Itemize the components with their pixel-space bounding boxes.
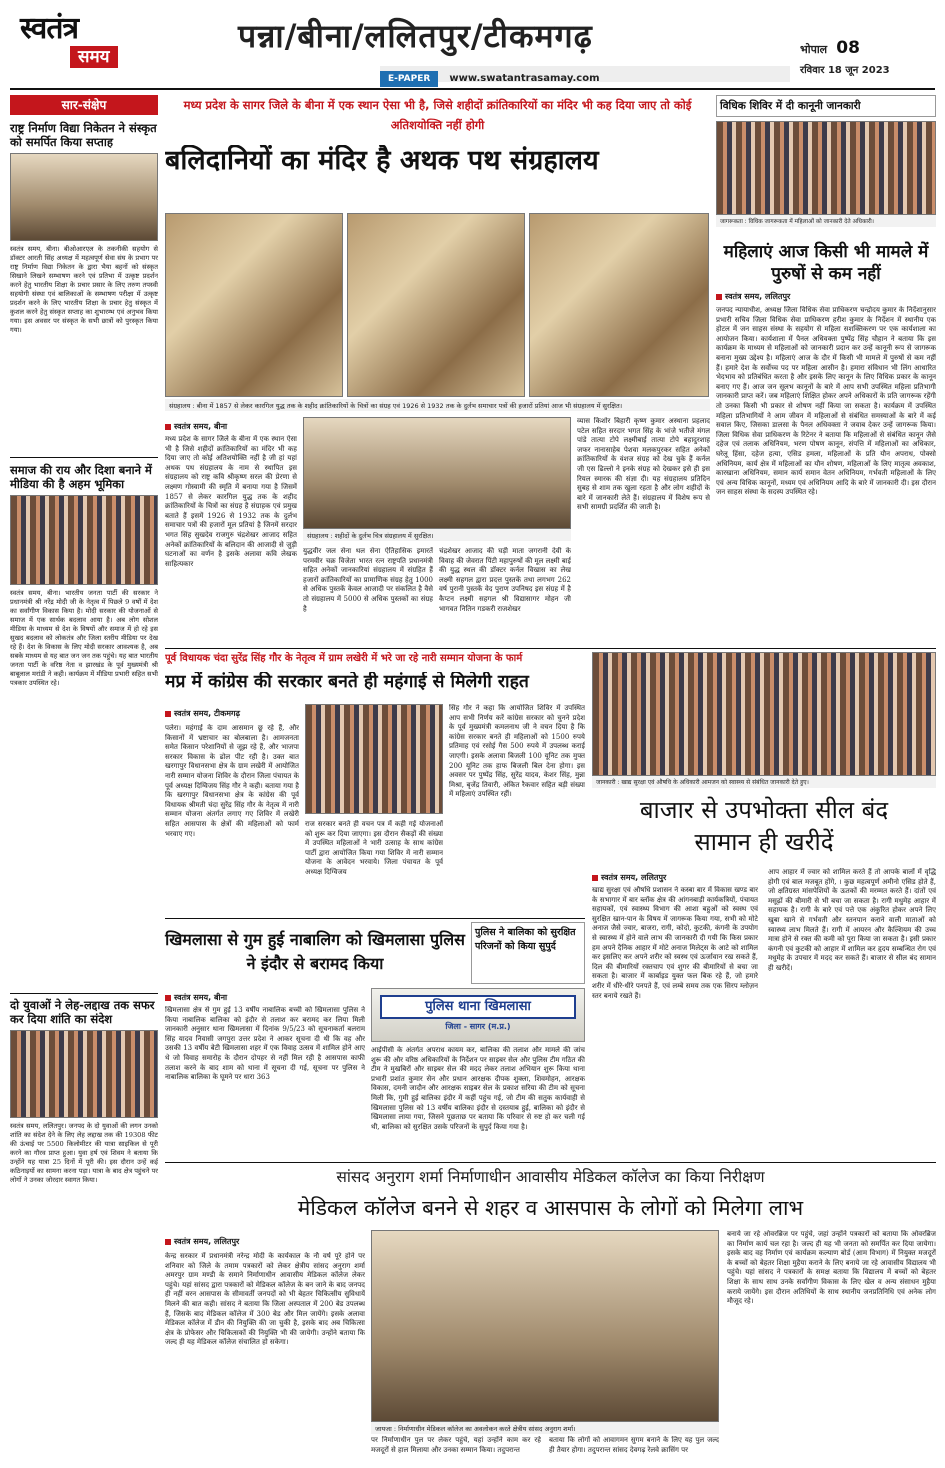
medical-headline: मेडिकल कॉलेज बनने से शहर व आसपास के लोगों को मिलेगा लाभ [297, 1196, 804, 1220]
logo [20, 12, 130, 78]
top-story-col-4: व्यास किशोर बिहारी कृष्ण कुमार अस्थाना प्रहलाद पटेल सहित सरदार भगत सिंह के भांजे भतीजे मंगल पांडे तात्या टोपे लक्ष्मीबाई तात्या टोपे बहादुरशाह जफर नानासाहेब पेशवा मलकपुरकर सहित अनेकों क्रांतिकारियों के वंशज संग्रह को देख चुके हैं कर्नल जी एस ढिल्लो ने इनके संग्रह को देखकर इसे ही इस रियल स्मारक की संज्ञा दी। यह संग्रहालय प्रतिदिन सुबह से शाम तक खुला रहता है और लोग शहीदों के बारे में जानकारी लेते हैं। संग्रहालय में विशेष रूप से सभी सामग्री प्रदर्शित की जाती है। [577, 417, 710, 512]
legal-camp-byline-text: स्वतंत्र समय, ललितपुर [725, 292, 791, 301]
byline-marker [165, 995, 171, 1001]
congress-headline: मप्र में कांग्रेस की सरकार बनते ही महंगाई से मिलेगी राहत [165, 672, 529, 692]
medical-col-2: बनाये जा रहे ओवरब्रिज पर पहुंचे, जहां उन्होंने पत्रकारों को बताया कि ओवरब्रिज का निर्माण कार्य चल रहा है। जल्द ही यह भी जनता को समर्पित कर दिया जायेगा। इसके बाद वह निर्माण एवं कार्यक्रम कल्याण बोर्ड (आम विभाग) में नियुक्त मजदूरों के बच्चों को बेहतर शिक्षा मुहैया कराने के लिए बनाये जा रहे आवासीय विद्यालय भी पहुंचे। यहां सांसद ने पत्रकारों के समक्ष बताया कि विद्यालय में बच्चों को बेहतर शिक्षा के साथ साथ उनके सर्वांगीण विकास के लिए खेल व अन्य संसाधन मुहैया कराये जायेंगे। इस दौरान अतिथियों के साथ स्थानीय जनप्रतिनिधि एवं अनेक लोग मौजूद रहे। [727, 1230, 936, 1306]
page-info [800, 38, 930, 84]
masthead-rule [10, 88, 935, 90]
medical-footer-1: पर निर्माणाधीन पुल पर लेकर पहुंचे, यहां उन्होंने काम कर रहे मजदूरों से हाल मिलाया और उनका सम्मान किया। तदुपरान्त [371, 1436, 541, 1454]
byline-marker [716, 294, 722, 300]
sidebar-divider-2 [10, 993, 158, 994]
medical-byline [165, 1236, 239, 1247]
market-photo [592, 652, 936, 776]
sidebar-story-1 [10, 121, 158, 437]
edition-cities: पन्ना/बीना/ललितपुर/टीकमगढ़ [238, 17, 593, 55]
masthead [0, 0, 945, 88]
congress-col-3: सिंह गौर ने कहा कि आयोजित शिविर में उपस्थित आप सभी निर्णय करें कांग्रेस सरकार को चुनने प्रदेश के पूर्व मुख्यमंत्री कमलनाथ जी ने वचन दिया है कि कांग्रेस सरकार बनते ही महिलाओं को 1500 रुपये प्रतिमाह एवं रसोई गैस 500 रुपये में उपलब्ध कराई जाएगी। इसके अलावा बिजली 100 यूनिट तक मुफ्त 200 यूनिट तक हाफ बिजली बिल देना होगा। इस अवसर पर पुष्पेंद्र सिंह, सुरेंद्र यादव, केशर सिंह, मुन्ना मिश्रा, बृजेंद्र तिवारी, अंकित रैकवार सहित बड़ी संख्या में महिलाएं उपस्थित रहीं। [449, 704, 585, 799]
website-link[interactable]: www.swatantrasamay.com [449, 73, 600, 84]
khimlasa-byline [165, 992, 227, 1003]
medical-story [165, 1166, 936, 1460]
top-story-byline-text: स्वतंत्र समय, बीना [174, 422, 228, 431]
city-label: भोपाल [800, 43, 828, 56]
logo-line1: स्वतंत्र [20, 11, 79, 46]
market-byline [592, 872, 666, 883]
legal-camp-photo [716, 121, 936, 215]
sidebar-story-1-photo [10, 153, 158, 241]
museum-photo-2 [347, 213, 525, 397]
congress-photo [305, 704, 443, 814]
sidebar-story-2 [10, 463, 158, 975]
congress-col-1: पलेरा। महंगाई के दाम आसमान छू रहे हैं, और किसानों में भ्रष्टाचार का बोलबाला है। आमजनता समेत किसान परेशानियों से जूझ रहे हैं, और भाजपा सरकार विकास के ढोल पीट रही है। उक्त बात खरगापुर विधानसभा क्षेत्र के ग्राम लखेरी में आयोजित नारी सम्मान योजना शिविर के दौरान जिला पंचायत के पूर्व अध्यक्ष दिग्विजय सिंह गौर ने कही। बताया गया है कि खरगापुर विधानसभा क्षेत्र के कांग्रेस की पूर्व विधायक श्रीमती चंदा सुरेंद्र सिंह गौर के नेतृत्व में नारी सम्मान योजना अंतर्गत लगाए गए शिविर में लखेरी सहित आसपास के क्षेत्रों की महिलाओं को फार्म भरवाए गए। [165, 724, 299, 838]
sidebar-story-1-headline: राष्ट्र निर्माण विद्या निकेतन ने संस्कृत को समर्पित किया सप्ताह [10, 121, 157, 149]
logo-line2: समय [70, 46, 118, 68]
page-number: 08 [836, 38, 860, 58]
top-story [165, 95, 710, 645]
market-col-2: आप आहार में ज्वार को शामिल करते हैं तो आपके बालों में वृद्धि होगी एवं बाल मजबूत होंगे, । कुछ महत्वपूर्ण अमीनो एसिड होते हैं, जो क्षतिग्रस्त मांसपेशियों के ऊतकों की मरम्मत करते हैं। दांतों एवं मसूढ़ों की बीमारी से भी बचा जा सकता है। रागी मधुमेह आहार में सहायक है। रागी के बारे एवं पत्ते एक अंकुरित होकर अपने लिए खुबा खाने से गर्भवती और स्तनपान कराने वाली माताओं को स्वास्थ्य लाभ मिलते हैं। रागी में आयरन और कैल्शियम की उच्च मात्रा होने से रक्त की कमी को पूरा किया जा सकता है। इसी प्रकार कंगनी एवं कुटकी को आहार में शामिल कर हृदय सम्बन्धित रोग एवं मधुमेह के उपचार में मदद कर सकते हैं। बाजार से सील बंद सामान ही खरीदें। [768, 868, 936, 972]
top-story-byline [165, 421, 227, 432]
museum-photo-4 [303, 417, 571, 529]
medical-photo [371, 1230, 719, 1422]
khimlasa-headline: खिमलासा से गुम हुई नाबालिग को खिमलासा पुलिस ने इंदौर से बरामद किया [165, 930, 465, 973]
museum-photo-caption: संग्रहालय : बीना में 1857 से लेकर कारगिल युद्ध तक के शहीद क्रांतिकारियों के चित्रों का संग्रह एवं 1926 से 1932 तक के दुर्लभ समाचार पत्रों की हजारों प्रतियां आज भी संग्रहालय में सुरक्षित। [165, 399, 710, 411]
police-station-sign: पुलिस थाना खिमलासा [380, 995, 576, 1019]
medical-kicker: सांसद अनुराग शर्मा निर्माणाधीन आवासीय मेडिकल कॉलेज का किया निरीक्षण [336, 1168, 765, 1186]
police-station-sub: जिला - सागर (म.प्र.) [445, 1022, 511, 1031]
khimlasa-side-note-text: पुलिस ने बालिका को सुरक्षित परिजनों को किया सुपुर्द [475, 927, 576, 952]
sidebar-story-1-text: स्वतंत्र समय, बीना। बीओआरएल के तकनीकी सहयोग से डॉक्टर आरती सिंह अध्यक्ष में महत्वपूर्ण सेवा संघ के प्रभाग पर राष्ट्र निर्माण विद्या निकेतन के द्वारा भैया बहनों को संस्कृत सिखाने लिखने सम्भाषण करने एवं प्रतिभा में उत्कृष्ट प्रदर्शन करने हेतु भारतीय शिक्षा के प्रचार प्रसार के लिए तरुण तपस्वी सहयोगी संस्था एवं बालिकाओं के सम्भाषण परीक्षा में उत्कृष्ट प्रदर्शन करने के लिए भारतीय शिक्षा के प्रचार हेतु संस्कृत में कुशल करने हेतु संस्कृत सप्ताह का शुभारम्भ एवं अनुभव किया गया। इस अवसर पर संस्कृत के सभी छात्रों को पुरस्कृत किया गया। [10, 245, 158, 334]
sidebar-story-2-text: स्वतंत्र समय, बीना। भारतीय जनता पार्टी की सरकार ने प्रधानमंत्री श्री नरेंद्र मोदी जी के नेतृत्व में पिछले 9 वर्षों में देश का सर्वांगीण विकास किया है। मोदी सरकार की योजनाओं से समाज में एक सार्थक बदलाव आया है। अब लोग सोशल मीडिया के माध्यम से देश के विषयों और समाज में हो रहे इस सुखद बदलाव को लोकतंत्र और जिला स्तरीय मीडिया पर देख रहे हैं। देश के विकास के लिए मोदी सरकार आवश्यक है, अब सबके माध्यम से यह बात जन जन तक पहुंचे। यह बात भारतीय जनता पार्टी के वरिष्ठ नेता व झारखंड के पूर्व मुख्यमंत्री श्री बाबूलाल मरांडी ने कही। कार्यक्रम में मीडिया प्रभारी सहित सभी पत्रकार उपस्थित रहे। [10, 589, 158, 687]
epaper-label: E-PAPER [380, 71, 438, 87]
sidebar [10, 95, 158, 1455]
medical-col-1: केन्द्र सरकार में प्रधानमंत्री नरेन्द्र मोदी के कार्यकाल के नौ वर्ष पूरे होने पर शनिवार को जिले के तमाम पत्रकारों को लेकर क्षेत्रीय सांसद अनुराग शर्मा अमरपुर ग्राम मण्डी के समाने निर्माणाधीन आवासीय मेडिकल कॉलेज लेकर पहुंचे। यहां सांसद द्वारा पत्रकारों को मेडिकल कॉलेज के बन जाने के बाद जनपद ही नहीं वरन आसपास के सीमावर्ती जनपदों को भी बेहतर चिकित्सीय सुविधायें मिलने की बात कही। सांसद ने बताया कि जिला अस्पताल में 200 बेड उपलब्ध हैं, जिसके बाद मेडिकल कॉलेज में 300 बेड और मिल जायेंगे। इसके अलावा मेडिकल कॉलेज में डीन की नियुक्ति की जा चुकी है, इसके बाद अब चिकित्सा क्षेत्र के प्रोफेसर और चिकित्सकों की नियुक्ति भी की जायेगी। उन्होंने बताया कि जल्द ही यह मेडिकल कॉलेज संचालित हो सकेगा। [165, 1252, 365, 1347]
top-story-kicker: मध्य प्रदेश के सागर जिले के बीना में एक स्थान ऐसा भी है, जिसे शहीदों क्रांतिकारियों का मंदिर भी कह दिया जाए तो कोई अतिशयोक्ति नहीं होगी [183, 98, 692, 132]
sidebar-story-2-headline: समाज की राय और दिशा बनाने में मीडिया की है अहम भूमिका [10, 463, 152, 491]
market-photo-caption: जानकारी : खाद्य सुरक्षा एवं औषधि के अधिकारी आमजन को स्वास्थ्य से संबंधित जानकारी देते हुए। [592, 776, 936, 788]
congress-byline-text: स्वतंत्र समय, टीकमगढ़ [174, 709, 241, 718]
khimlasa-col-1: खिमलासा क्षेत्र से गुम हुई 13 वर्षीय नाबालिक बच्ची को खिमलासा पुलिस ने किया नाबालिक बालिका को इंदौर से तलाश कर बरामद कर लिया मिली जानकारी अनुसार थाना खिमलासा में दिनांक 9/5/23 को सूचनाकर्ता बलराम सिंह यादव निवासी जगपुरा उत्तर प्रदेश ने आकर सूचना दी थी कि वह और उसकी 13 वर्षीय बेटी खिमलासा शहर में एक विवाह उत्सव में शामिल होने आए थे जो विवाह समारोह के दौरान दोपहर से नहीं मिल रही है आसपास काफी तलाश करने के बाद शाम को थाना में सूचना दी गई, सूचना पर पुलिस ने नाबालिक बालिका के घूमने पर धारा 363 [165, 1006, 365, 1082]
congress-col-2: राज सरकार बनते ही वचन पत्र में कही गई योजनाओं को शुरू कर दिया जाएगा। इस दौरान सैकड़ों की संख्या में उपस्थित महिलाओं ने भारी उत्साह के साथ कांग्रेस पार्टी द्वारा आयोजित किया गया शिविर में नारी सम्मान योजना के आवेदन भरवाये। जिला पंचायत के पूर्व अध्यक्ष दिग्विजय [305, 820, 443, 876]
legal-camp-headline: महिलाएं आज किसी भी मामले में पुरुषों से कम नहीं [723, 242, 929, 284]
police-station-photo [371, 988, 585, 1042]
sidebar-story-3-text: स्वतंत्र समय, ललितपुर। जनपद के दो युवाओं की लगन उनको शांति का संदेश देने के लिए लेह लद्दाख तक की 19308 फीट की ऊंचाई पर 5500 किलोमीटर की यात्रा साइकिल से पूरी करने का गौरव प्राप्त हुआ। युवा हर्ष एवं शिवम ने बताया कि उन्होंने यह यात्रा 25 दिनों में पूरी की। इस दौरान उन्हें कई कठिनाइयों का सामना करना पड़ा। यात्रा के बाद क्षेत्र पहुंचने पर लोगों ने उनका जोरदार स्वागत किया। [10, 1122, 158, 1184]
byline-marker [592, 875, 598, 881]
top-story-col-2: युद्धवीर जल सेना थल सेना ऐतिहासिक इमारतें परमवीर चक्र विजेता भारत रत्न राष्ट्रपति प्रधानमंत्री सहित अनेकों जानकारियां संग्रहालय में संग्रहित हैं हजारों क्रांतिकारियों का प्रामाणिक संग्रह हेतु 1000 से अधिक पुस्तकें केवल आजादी पर संकलित है वैसे तो संग्रहालय में 5000 से अधिक पुस्तकों का संग्रह है [303, 547, 433, 613]
byline-marker [165, 711, 171, 717]
epaper-bar [380, 66, 790, 82]
legal-camp-byline [716, 291, 936, 302]
sidebar-story-3-photo [10, 1030, 158, 1118]
issue-date: रविवार 18 जून 2023 [800, 65, 890, 76]
sidebar-story-3-headline: दो युवाओं ने लेह-लद्दाख तक सफर कर दिया शांति का संदेश [10, 998, 155, 1026]
khimlasa-col-2: आईपीसी के अंतर्गत अपराध कायम कर, बालिका की तलाश और मामले की जांच शुरू की और वरिष्ठ अधिकारियों के निर्देशन पर साइबर सेल और पुलिस टीम गठित की टीम ने मुखबिरों और साइबर सेल की मदद लेकर तलाश अभियान शुरू किया थाना प्रभारी प्रशांत कुमार सेन और प्रधान आरक्षक दीपक शुक्ला, शिवमोहन, आरक्षक विकास, दमनी जादौन और आरक्षक साइबर सेल के प्रकाश सरिया की टीम को सूचना मिली कि, गुमी हुई बालिका इंदौर में कहीं पहुंच गई, जो टीम की सतुक कार्यवाही से खिमलासा पुलिस को 13 वर्षीय बालिका इंदौर से दस्तयाब हुई, बालिका को इंदौर से खिमलासा लाया गया, जिसने पूछताछ पर बताया कि परिवार से रुष्ट हो कर चली गई थी, बालिका को सुरक्षित उसके परिजनों के सुपुर्द किया गया है। [371, 1046, 585, 1131]
congress-byline [165, 708, 240, 719]
khimlasa-side-note [471, 922, 585, 984]
medical-photo-caption: जायजा : निर्माणाधीन मेडिकल कॉलेज का अवलोकन करते क्षेत्रीय सांसद अनुराग शर्मा। [371, 1422, 719, 1434]
sidebar-story-3 [10, 998, 158, 1422]
legal-camp-photo-caption: जागरूकता : विधिक जागरूकता में महिलाओं को जानकारी देते अधिकारी। [716, 215, 936, 227]
byline-marker [165, 424, 171, 430]
section-rule-3 [165, 1162, 936, 1163]
legal-camp-box-head: विधिक शिविर में दी कानूनी जानकारी [716, 95, 936, 117]
congress-story [165, 652, 585, 914]
section-rule-2 [165, 918, 585, 919]
market-story [592, 794, 936, 1160]
legal-camp-story [716, 95, 936, 645]
section-rule-1 [165, 648, 936, 649]
market-byline-text: स्वतंत्र समय, ललितपुर [601, 873, 667, 882]
top-story-headline: बलिदानियों का मंदिर है अथक पथ संग्रहालय [165, 145, 599, 176]
medical-footer-2: बताया कि लोगों को आवागमन सुगम बनाने के लिए यह पुल जल्द ही तैयार होगा। तदुपरान्त सांसद देवगढ़ रेलवे क्रासिंग पर [549, 1436, 719, 1454]
museum-photo-1 [165, 213, 343, 397]
legal-camp-text: जनपद न्यायाधीश, अध्यक्ष जिला विधिक सेवा प्राधिकरण चन्द्रोदय कुमार के निर्देशानुसार प्रभारी सचिव जिला विधिक सेवा प्राधिकरण हरीश कुमार के निर्देशन में स्थानीय एक होटल में जन साहस संस्था के सहयोग से महिला सशक्तिकरण पर एक कार्यशाला का आयोजन किया। कार्यशाला में पैनल अधिवक्ता पुष्पेंद्र सिंह चौहान ने बताया कि इस कार्यक्रम के माध्यम से महिलाओं को जानकारी प्रदान कर उन्हें कानूनी रूप से जागरूक बनाना मुख्य उद्देश्य है। महिलाएं आज के दौर में किसी भी मामले में पुरुषों से कम नहीं हैं। हमारे देश के सर्वोच्च पद पर महिला आसीन है। हमारा संविधान भी लिंग आधारित भेदभाव को प्रतिबंधित करता है और इसके लिए कानून के लिए विधिक प्रकार के कानून बनाए गए हैं। आज जन सूलभ कानूनों के बारे में आप सभी उपस्थित महिला प्रतिभागी जानकारी प्राप्त करें। जब महिलाएं शिक्षित होकर अपने अधिकारों के प्रति जागरूक रहेंगी तो उनका किसी भी प्रकार से शोषण नहीं किया जा सकता है। कार्यक्रम में उपस्थित महिला प्रतिभागियों ने आम जीवन में महिलाओं से संबंधित समस्याओं के बारे में कई सवाल किए, जिसका डालसा के पैनल अधिवक्ता ने जवाब देकर उन्हें जागरूक किया। जिला विधिक सेवा प्राधिकरण के रिटेनर ने बताया कि महिलाओं से संबंधित कानून जैसे दहेज एवं तलाक अधिनियम, भरण पोषण कानून, संपत्ति में महिलाओं का अधिकार, घरेलू हिंसा, दहेज हत्या, एसिड हमला, महिलाओं के प्रति यौन अपराध, पोक्सो अधिनियम, कार्य क्षेत्र में महिलाओं का यौन शोषण, महिलाओं के लिए मातृत्व अवकाश, कारखाना अधिनियम, समान कार्य समान वेतन अधिनियम, गर्भवती महिलाओं के लिए एवं अन्य विधिक कानूनों, मध्यम एवं अधिनियम आदि के बारे में जानकारी दी। इस दौरान जन साहस संस्था के सदस्य उपस्थित रहे। [716, 306, 936, 497]
medical-byline-text: स्वतंत्र समय, ललितपुर [174, 1237, 240, 1246]
khimlasa-story [165, 922, 585, 1162]
congress-kicker: पूर्व विधायक चंदा सुरेंद्र सिंह गौर के नेतृत्व में ग्राम लखेरी में भरे जा रहे नारी सम्मान योजना के फार्म [165, 653, 523, 664]
top-story-col-1: मध्य प्रदेश के सागर जिले के बीना में एक स्थान ऐसा भी है जिसे शहीदों क्रांतिकारियों का मंदिर भी कह दिया जाए तो कोई अतिशयोक्ति नहीं है जी हां यहां अथक पथ संग्रहालय के नाम से स्थापित इस संग्रहालय को राष्ट्र कवि श्रीकृष्ण सरल की प्रेरणा से लक्ष्मण गोस्वामी की स्मृति में बनाया गया है जिसमें 1857 से लेकर कारगिल युद्ध तक के शहीद क्रांतिकारियों के चित्रों का संग्रह है संग्राहक एवं प्रमुख बताते हैं इसमें 1926 से 1932 तक के दुर्लभ समाचार पत्रों की हजारों मूल प्रतियां है जिनमें सरदार भगत सिंह सुखदेव राजगुरु चंद्रशेखर आजाद सहित अनेकों क्रांतिकारियों के बलिदान की आजादी से जुड़ी घटनाओं का वर्णन है इसके अलावा कवि लेखक साहित्यकार [165, 435, 297, 568]
sidebar-divider-1 [10, 457, 158, 458]
byline-marker [165, 1239, 171, 1245]
sidebar-label: सार-संक्षेप [10, 95, 158, 115]
market-col-1: खाद्य सुरक्षा एवं औषधि प्रशासन ने कस्बा बार में विकास खण्ड बार के सभागार में बार ब्लॉक क्षेत्र की आंगनबाड़ी कार्यकत्रियों, पंचायत सहायकों, एवं स्वास्थ्य विभाग की आशा बहुओं को स्वस्थ एवं सुरक्षित खान-पान के विषय में जागरूक किया गया, सभी को मोटे अनाज जैसे ज्वार, बाजरा, रागी, कोदो, कुटकी, कंगनी के उपयोग से स्वास्थ्य में होने वाले लाभ की जानकारी दी गयी कि किस प्रकार हम अपने दैनिक आहार में मोटे अनाज मिलेट्स के आटे को शामिल कर इसलिए कर अपने शरीर को स्वस्थ एवं ऊर्जावान रख सकते हैं, दिल की बीमारियों रक्तचाप एवं शुगर की बीमारियों से बचा जा सकता है। बाजार में कार्बाइड युक्त फल बिक रहे हैं, जो हमारे शरीर में धीरे-धीरे पनपते हैं, एवं लम्बे समय तक एक सिरप म्लोज़न स्तर बनाये रखते हैं। [592, 886, 758, 1000]
market-headline: बाजार से उपभोक्ता सील बंद सामान ही खरीदें [639, 796, 889, 856]
sidebar-story-2-photo [10, 495, 158, 585]
museum-inner-caption: संग्रहालय : शहीदों के दुर्लभ चित्र संग्रहालय में सुरक्षित। [303, 529, 571, 541]
top-story-col-3: चंद्रशेखर आजाद की घड़ी माता जगरानी देवी के विवाह की जेवरात पिंटी महापुरुषों की मूल लक्ष्मी बाई की युद्ध स्थल की डॉक्टर कर्नल विखास का लेख लक्ष्मी सहगल द्वारा प्रदत्त पुस्तकें तथा लगभग 262 वर्ष पुरानी पुस्तकें वेद पुराण उपनिषद इस संग्रह में है कैप्टन लक्ष्मी सहगल श्री विद्यासागर मोहन जी भागवत नितिन गडकरी राजशेखर [439, 547, 571, 613]
museum-photo-3 [529, 213, 709, 397]
khimlasa-byline-text: स्वतंत्र समय, बीना [174, 993, 228, 1002]
